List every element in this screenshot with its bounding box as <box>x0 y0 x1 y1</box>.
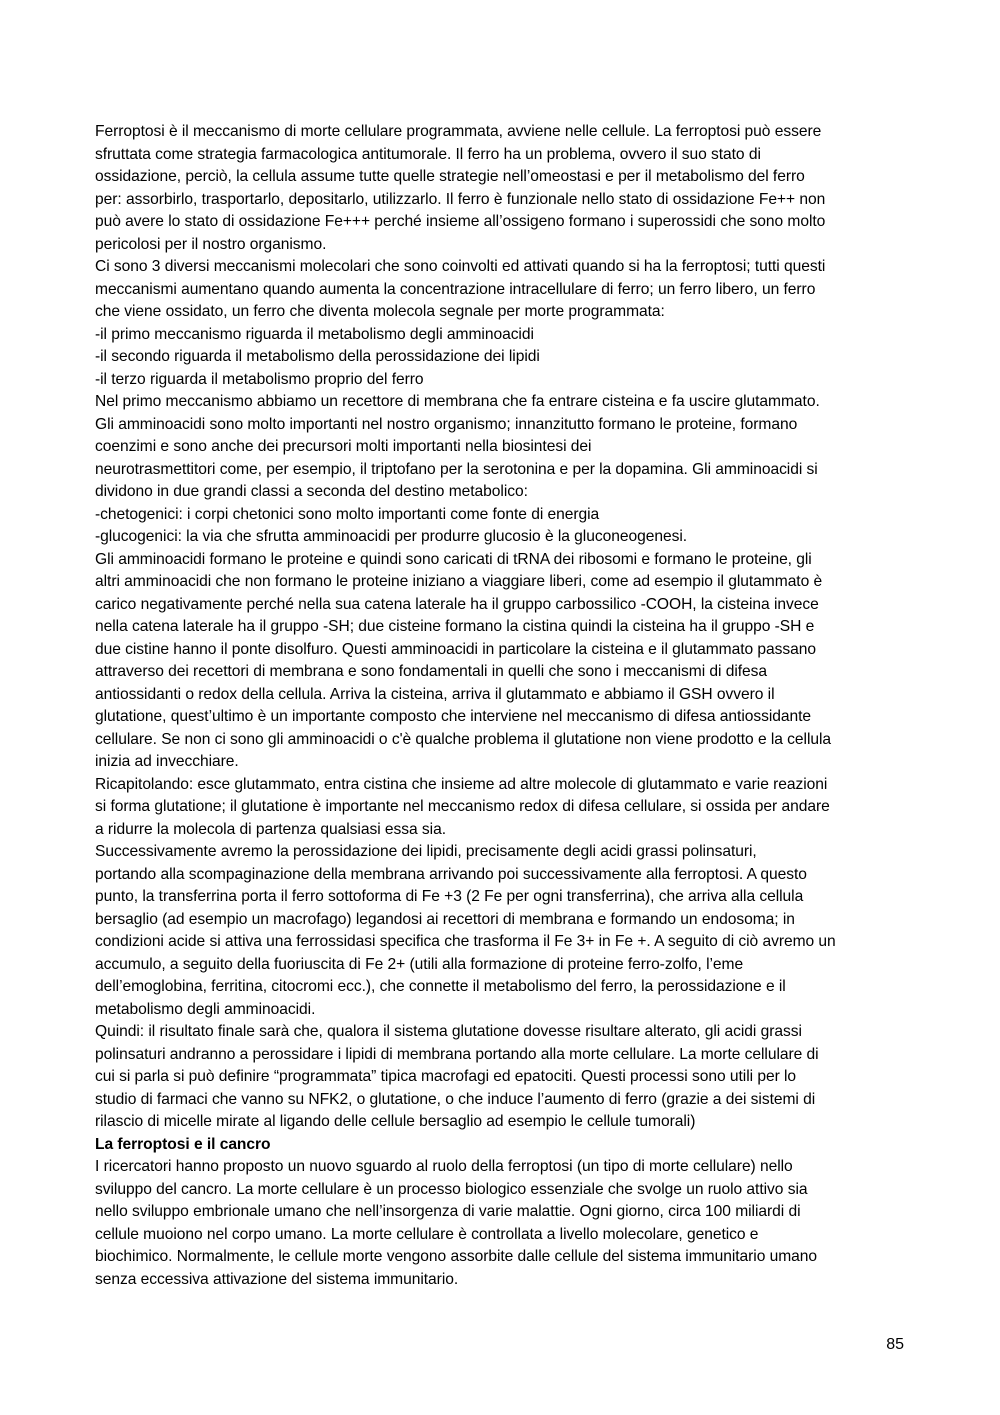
text-line: a ridurre la molecola di partenza qualsiasi essa sia. <box>95 820 446 838</box>
text-line: -il secondo riguarda il metabolismo della perossidazione dei lipidi <box>95 348 540 365</box>
text-line: Quindi: il risultato finale sarà che, qualora il sistema glutatione dovesse risultare alterato, gli acidi grassi <box>95 1023 802 1040</box>
page-content <box>95 121 910 1291</box>
section-text <box>95 1156 910 1291</box>
text-line: polinsaturi andranno a perossidare i lipidi di membrana portando alla morte cellulare. La morte cellulare di <box>95 1045 819 1063</box>
text-line: cui si parla si può definire “programmata” tipica macrofagi ed epatociti. Questi processi sono utili per lo <box>95 1068 797 1085</box>
text-line: Ricapitolando: esce glutammato, entra cistina che insieme ad altre molecole di glutammato e varie reazioni <box>95 775 828 793</box>
text-line: inizia ad invecchiare. <box>95 753 239 770</box>
text-line: antiossidanti o redox della cellula. Arriva la cisteina, arriva il glutammato e abbiamo il GSH ovvero il <box>95 685 775 703</box>
text-line: attraverso dei recettori di membrana e sono fondamentali in quelli che sono i meccanismi di difesa <box>95 663 768 680</box>
text-line: Gli amminoacidi sono molto importanti nel nostro organismo; innanzitutto formano le proteine, formano <box>95 415 798 433</box>
text-line: nello sviluppo embrionale umano che nell’insorgenza di varie malattie. Ogni giorno, circa 100 miliardi di <box>95 1203 801 1220</box>
page-number: 85 <box>886 1336 904 1353</box>
body-text <box>95 121 910 1134</box>
text-line: due cistine hanno il ponte disolfuro. Questi amminoacidi in particolare la cisteina e il glutammato passano <box>95 640 817 658</box>
text-line: bersaglio (ad esempio un macrofago) legandosi ai recettori di membrana e formando un endosoma; in <box>95 910 795 928</box>
text-line: I ricercatori hanno proposto un nuovo sguardo al ruolo della ferroptosi (un tipo di morte cellulare) nello <box>95 1158 793 1175</box>
text-line: cellule muoiono nel corpo umano. La morte cellulare è controllata a livello molecolare, genetico e <box>95 1225 759 1243</box>
text-line: -glucogenici: la via che sfrutta amminoacidi per produrre glucosio è la gluconeogenesi. <box>95 528 688 545</box>
text-line: pericolosi per il nostro organismo. <box>95 235 327 253</box>
text-line: biochimico. Normalmente, le cellule morte vengono assorbite dalle cellule del sistema immunitario umano <box>95 1248 818 1265</box>
text-line: ossidazione, perciò, la cellula assume tutte quelle strategie nell’omeostasi e per il metabolismo del ferro <box>95 168 805 185</box>
text-line: cellulare. Se non ci sono gli amminoacidi o c'è qualche problema il glutatione non viene prodotto e la cellula <box>95 730 832 748</box>
text-line: portando alla scompaginazione della membrana arrivando poi successivamente alla ferroptosi. A questo <box>95 865 807 883</box>
text-line: Nel primo meccanismo abbiamo un recettore di membrana che fa entrare cisteina e fa uscire glutammato. <box>95 393 820 410</box>
text-line: può avere lo stato di ossidazione Fe+++ perché insieme all’ossigeno formano i superossidi che sono molto <box>95 213 826 230</box>
text-line: metabolismo degli amminoacidi. <box>95 1000 316 1018</box>
text-line: condizioni acide si attiva una ferrossidasi specifica che trasforma il Fe 3+ in Fe +. A seguito di ciò avremo un <box>95 933 836 950</box>
section-heading: La ferroptosi e il cancro <box>95 1135 271 1153</box>
text-line: neurotrasmettitori come, per esempio, il triptofano per la serotonina e per la dopamina. Gli amminoacidi si <box>95 460 818 478</box>
text-line: accumulo, a seguito della fuoriuscita di Fe 2+ (utili alla formazione di proteine ferro-zolfo, l’eme <box>95 955 744 973</box>
text-line: per: assorbirlo, trasportarlo, depositarlo, utilizzarlo. Il ferro è funzionale nello stato di ossidazione Fe++ non <box>95 190 826 208</box>
text-line: dell’emoglobina, ferritina, citocromi ecc.), che connette il metabolismo del ferro, la perossidazione e il <box>95 978 786 995</box>
text-line: Ci sono 3 diversi meccanismi molecolari che sono coinvolti ed attivati quando si ha la ferroptosi; tutti questi <box>95 258 826 275</box>
text-line: studio di farmaci che vanno su NFK2, o glutatione, o che induce l’aumento di ferro (grazie a dei sistemi di <box>95 1090 816 1108</box>
text-line: Successivamente avremo la perossidazione dei lipidi, precisamente degli acidi grassi polinsaturi, <box>95 843 757 860</box>
text-line: -chetogenici: i corpi chetonici sono molto importanti come fonte di energia <box>95 505 600 523</box>
text-line: coenzimi e sono anche dei precursori molti importanti nella biosintesi dei <box>95 438 592 455</box>
text-line: che viene ossidato, un ferro che diventa molecola segnale per morte programmata: <box>95 303 665 320</box>
text-line: rilascio di micelle mirate al ligando delle cellule bersaglio ad esempio le cellule tumorali) <box>95 1113 696 1130</box>
text-line: -il terzo riguarda il metabolismo proprio del ferro <box>95 370 424 388</box>
text-line: dividono in due grandi classi a seconda del destino metabolico: <box>95 483 528 500</box>
text-line: sviluppo del cancro. La morte cellulare è un processo biologico essenziale che svolge un ruolo attivo sia <box>95 1180 808 1198</box>
text-line: si forma glutatione; il glutatione è importante nel meccanismo redox di difesa cellulare, si ossida per andare <box>95 798 830 815</box>
text-line: altri amminoacidi che non formano le proteine iniziano a viaggiare liberi, come ad esempio il glutammato è <box>95 573 823 590</box>
text-line: carico negativamente perché nella sua catena laterale ha il gruppo carbossilico -COOH, la cisteina invece <box>95 595 819 613</box>
text-line: nella catena laterale ha il gruppo -SH; due cisteine formano la cistina quindi la cisteina ha il gruppo -SH e <box>95 618 815 635</box>
text-line: glutatione, quest’ultimo è un importante composto che interviene nel meccanismo di difesa antiossidante <box>95 708 812 725</box>
text-line: Ferroptosi è il meccanismo di morte cellulare programmata, avviene nelle cellule. La ferroptosi può essere <box>95 123 822 140</box>
text-line: meccanismi aumentano quando aumenta la concentrazione intracellulare di ferro; un ferro libero, un ferro <box>95 280 816 298</box>
text-line: Gli amminoacidi formano le proteine e quindi sono caricati di tRNA dei ribosomi e formano le proteine, gli <box>95 550 812 568</box>
text-line: -il primo meccanismo riguarda il metabolismo degli amminoacidi <box>95 325 534 343</box>
text-line: senza eccessiva attivazione del sistema immunitario. <box>95 1270 459 1288</box>
text-line: sfruttata come strategia farmacologica antitumorale. Il ferro ha un problema, ovvero il suo stato di <box>95 145 761 163</box>
text-line: punto, la transferrina porta il ferro sottoforma di Fe +3 (2 Fe per ogni transferrina), che arriva alla cellula <box>95 888 804 905</box>
